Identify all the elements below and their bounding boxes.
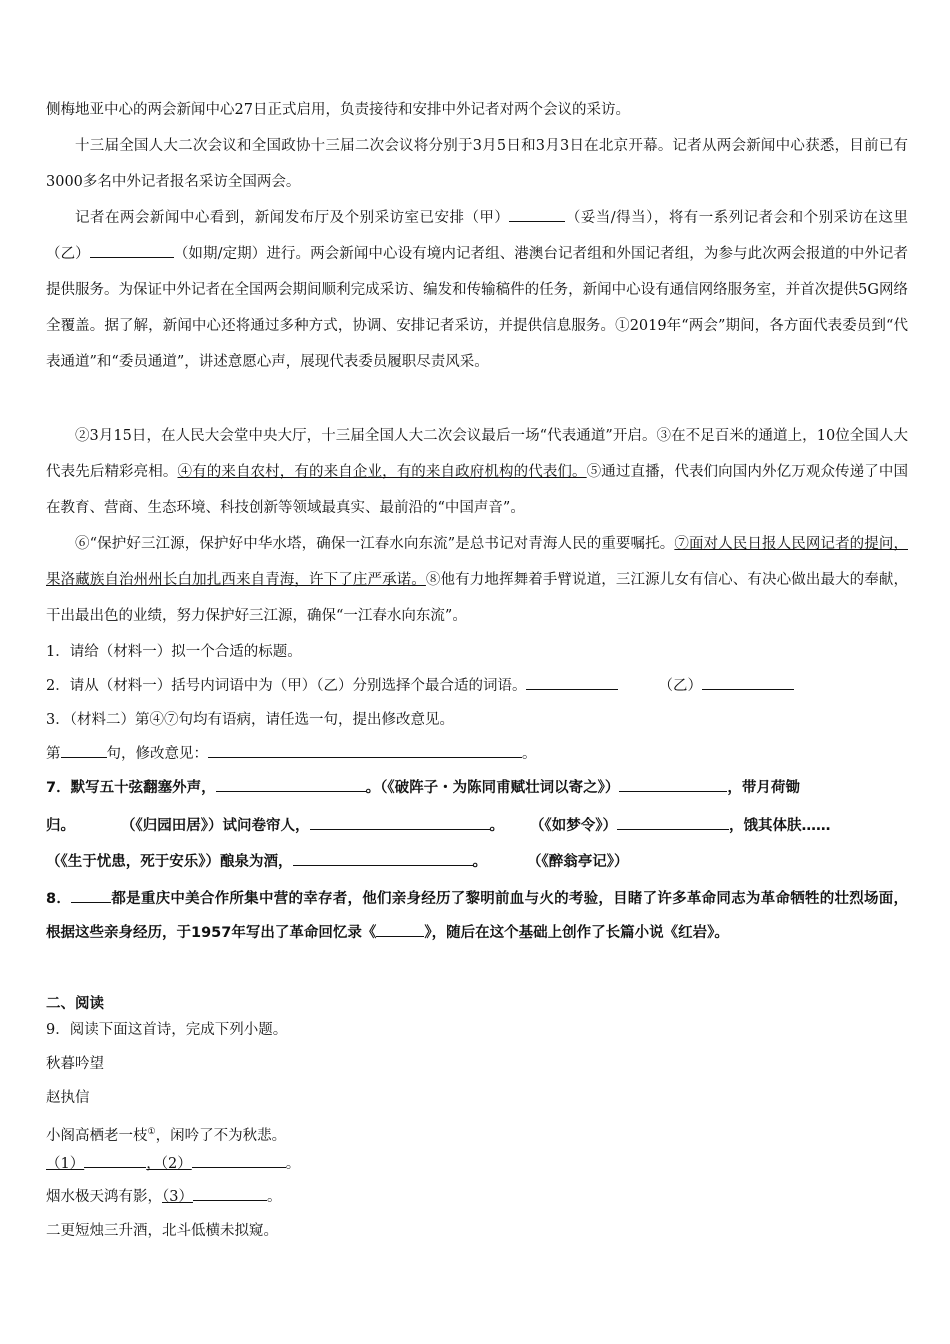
section-heading [46, 993, 104, 1015]
paragraph-text: 记者在两会新闻中心看到，新闻发布厅及个别采访室已安排（甲） [75, 210, 510, 226]
poem-author-text: 赵执信 [46, 1090, 90, 1106]
book-title-blank[interactable] [376, 922, 424, 937]
paragraph-text: ⑥“保护好三江源，保护好中华水塔，确保一江春水向东流”是总书记对青海人民的重要嘱托。 [75, 536, 675, 552]
question-7-line-3 [46, 851, 629, 873]
dictation-blank-4[interactable] [617, 815, 729, 830]
poem-text: 烟水极天鸿有影， [46, 1189, 162, 1205]
revision-blank[interactable] [208, 743, 522, 758]
question-text: 。（《破阵子・为陈同甫赋壮词以寄之》） [365, 780, 620, 796]
poem-text: 。 [266, 1189, 282, 1205]
question-text: 。 [472, 854, 487, 870]
passage-paragraph-3 [46, 200, 908, 380]
question-text: 3．（材料二）第④⑦句均有语病，请任选一句，提出修改意见。 [46, 712, 454, 728]
question-text: 1．请给（材料一）拟一个合适的标题。 [46, 644, 302, 660]
paragraph-text: ⑤通过直播，代表们向国内外亿万观众传递了中国在教育、营商、生态环境、科技创新等领域最真实、最前沿的“中国声音”。 [46, 464, 909, 516]
poem-text: 小阁高栖老一枝 [46, 1127, 148, 1144]
question-text: 都是重庆中美合作所集中营的幸存者，他们亲身经历了黎明前血与火的考验，目睹了许多革命同志为革命牺牲的壮烈场面，根据这些亲身经历，于1957年写出了革命回忆录《 [46, 891, 908, 941]
question-text: （《如梦令》） [530, 818, 617, 834]
poem-line-1 [46, 1121, 286, 1147]
dictation-blank-3[interactable] [310, 815, 490, 830]
question-8 [46, 882, 908, 950]
question-text: 。 [522, 746, 537, 762]
poem-line-4 [46, 1220, 278, 1242]
dictation-blank-5[interactable] [293, 851, 473, 866]
question-3-answer [46, 743, 537, 765]
poem-title [46, 1053, 104, 1075]
question-text: 》，随后在这个基础上创作了长篇小说《红岩》。 [424, 925, 729, 941]
question-text: ，饿其体肤…… [729, 818, 831, 834]
paragraph-text: ②3月15日，在人民大会堂中央大厅，十三届全国人大二次会议最后一场“代表通道”开启。③在不足百米的通道上，10位全国人大代表先后精彩亮相。 [46, 428, 908, 480]
question-9 [46, 1019, 287, 1041]
poem-blank-label-3: （3） [162, 1189, 193, 1205]
passage-paragraph-1 [46, 92, 908, 128]
paragraph-text: （妥当/得当），将有一系列记者会和个别采访在这里（乙） [46, 210, 908, 262]
question-text: ，带月荷锄 [727, 780, 800, 796]
paragraph-text: （如期/定期）进行。两会新闻中心设有境内记者组、港澳台记者组和外国记者组，为参与此次两会报道的中外记者提供服务。为保证中外记者在全国两会期间顺利完成采访、编发和传输稿件的任务，新闻中心设有通信网络服务室，并首次提供5G网络全覆盖。据了解，新闻中心还将通过多种方式，协调、安排记者采访，并提供信息服务。①2019年“两会”期间，各方面代表委员到“代表通道”和“委员通道”，讲述意愿心声，展现代表委员履职尽责风采。 [46, 246, 908, 370]
answer-blank-jia[interactable] [509, 207, 565, 222]
poem-blank-1[interactable] [84, 1153, 146, 1168]
answer-blank-yi[interactable] [90, 243, 174, 258]
passage-paragraph-4 [46, 418, 908, 526]
question-text: 。 [489, 818, 504, 834]
question-text: 8． [46, 891, 72, 907]
poem-line-3 [46, 1186, 281, 1208]
poem-text: ，闲吟了不为秋悲。 [155, 1127, 287, 1144]
poem-title-text: 秋暮吟望 [46, 1056, 104, 1072]
question-text: （《生于忧患，死于安乐》）酿泉为酒， [46, 854, 293, 870]
answer-blank-jia[interactable] [526, 675, 618, 690]
question-text: 9．阅读下面这首诗，完成下列小题。 [46, 1022, 288, 1038]
dictation-blank-2[interactable] [619, 777, 727, 792]
question-text: （乙） [658, 678, 702, 694]
question-7-line-1 [46, 777, 800, 799]
passage-paragraph-2 [46, 128, 908, 200]
poem-author [46, 1087, 90, 1109]
poem-line-2 [46, 1153, 300, 1175]
poem-blank-label-2: ，（2） [146, 1156, 192, 1172]
poem-text: 。 [285, 1156, 301, 1172]
question-text: （《醉翁亭记》） [527, 854, 629, 870]
question-7-line-2 [46, 815, 831, 837]
question-text: 7．默写五十弦翻塞外声， [46, 780, 216, 796]
poem-blank-label-1: （1） [46, 1156, 85, 1172]
footnote-marker: ① [147, 1127, 156, 1137]
question-text: （《归园田居》）试问卷帘人， [121, 818, 310, 834]
poem-blank-3[interactable] [193, 1186, 267, 1201]
question-text: 第 [46, 746, 61, 762]
paragraph-text: ⑧他有力地挥舞着手臂说道，三江源儿女有信心、有决心做出最大的奉献，干出最出色的业绩，努力保护好三江源，确保“一江春水向东流”。 [46, 572, 909, 624]
question-text: 归。 [46, 818, 75, 834]
question-text: 2．请从（材料一）括号内词语中为（甲）（乙）分别选择个最合适的词语。 [46, 678, 527, 694]
poem-blank-2[interactable] [192, 1153, 286, 1168]
answer-blank-yi[interactable] [702, 675, 794, 690]
question-text: 句，修改意见： [106, 746, 208, 762]
paragraph-text: 侧梅地亚中心的两会新闻中心27日正式启用，负责接待和安排中外记者对两个会议的采访。 [46, 102, 630, 118]
question-1 [46, 641, 302, 663]
dictation-blank-1[interactable] [216, 777, 366, 792]
section-title: 二、阅读 [46, 996, 104, 1012]
author-blank[interactable] [71, 888, 111, 903]
question-3 [46, 709, 454, 731]
paragraph-text: 十三届全国人大二次会议和全国政协十三届二次会议将分别于3月5日和3月3日在北京开幕。记者从两会新闻中心获悉，目前已有3000多名中外记者报名采访全国两会。 [46, 138, 908, 190]
sentence-number-blank[interactable] [61, 743, 107, 758]
poem-text: 二更短烛三升酒，北斗低横未拟窥。 [46, 1223, 278, 1239]
underlined-sentence-7: ⑦面对人民日报人民网记者的提问，果洛藏族自治州州长白加扎西来自青海，许下了庄严承诺。 [46, 536, 908, 588]
question-2 [46, 675, 794, 697]
passage-paragraph-5 [46, 526, 908, 634]
underlined-sentence-4: ④有的来自农村，有的来自企业，有的来自政府机构的代表们。 [177, 464, 587, 480]
